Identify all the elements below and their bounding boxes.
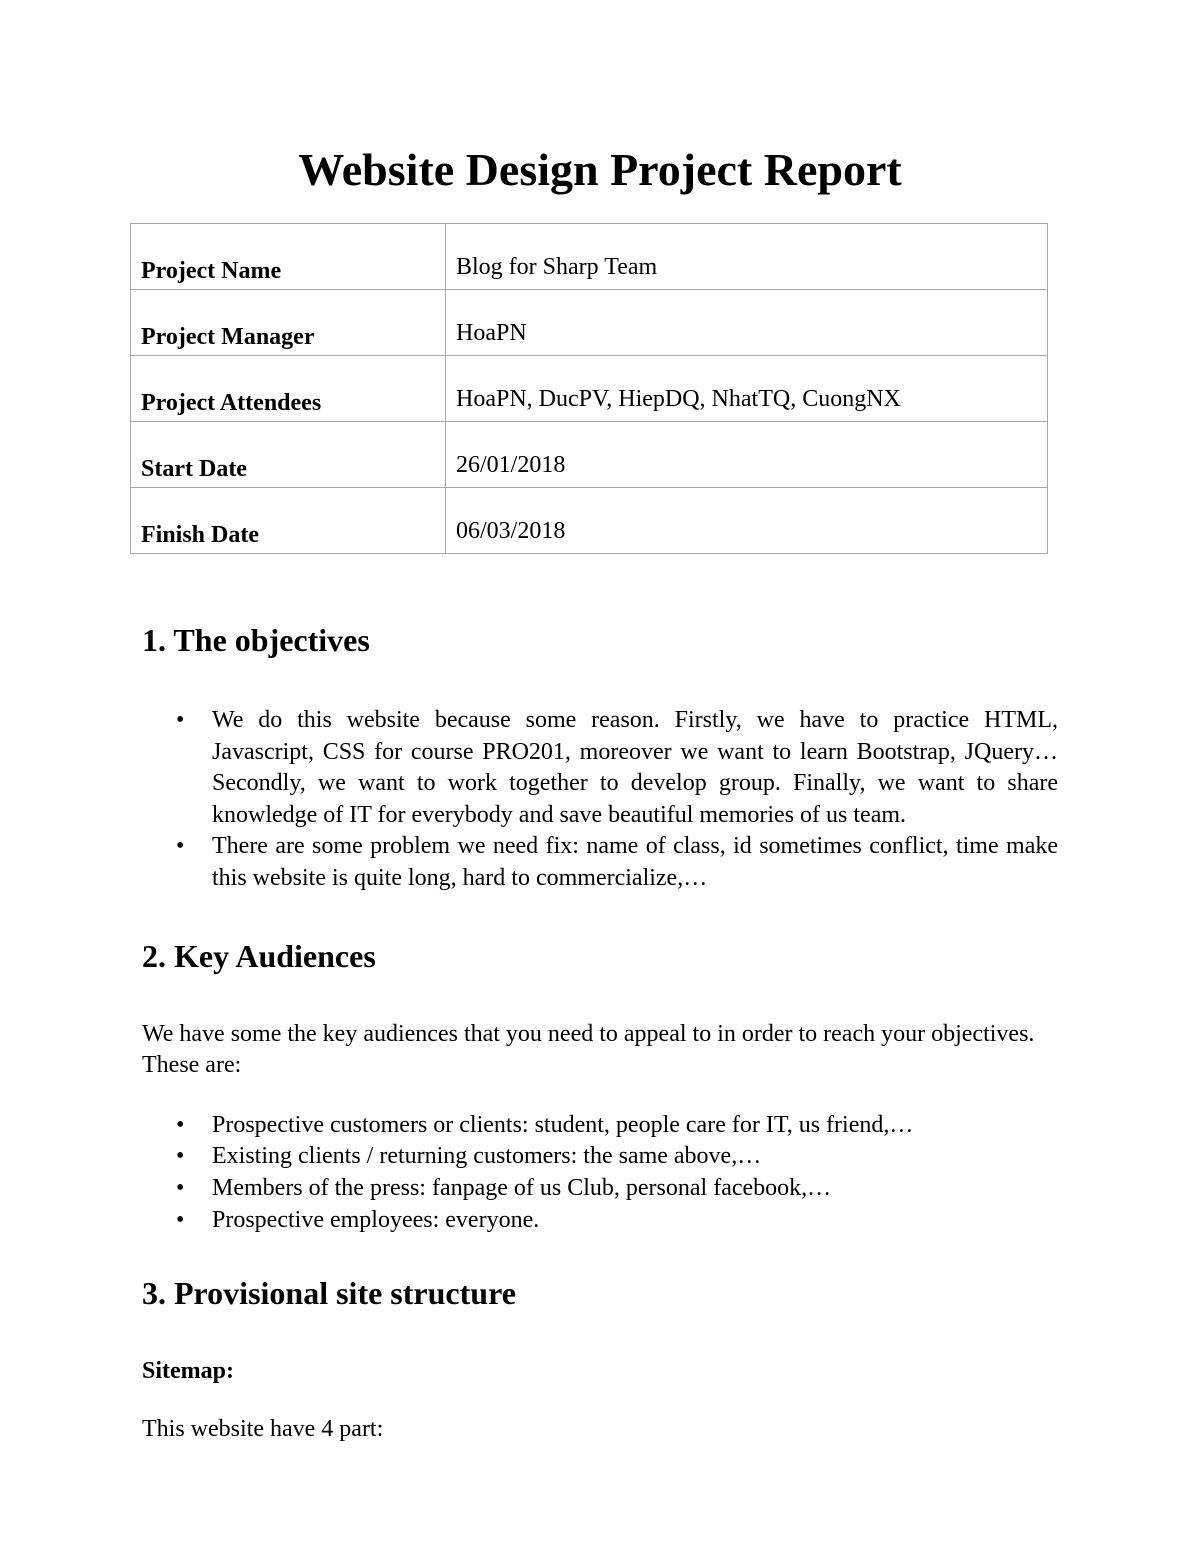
table-row [131, 422, 1048, 488]
document-title: Website Design Project Report [298, 144, 902, 195]
list-item [176, 1110, 1058, 1142]
project-info-table [130, 223, 1048, 554]
list-item-text: Members of the press: fanpage of us Club, personal facebook,… [212, 1174, 832, 1201]
finish-date-label: Finish Date [131, 488, 446, 554]
finish-date-value: 06/03/2018 [446, 488, 1048, 554]
project-manager-value: HoaPN [446, 290, 1048, 356]
project-attendees-label: Project Attendees [131, 356, 446, 422]
bullet-icon: • [176, 1206, 185, 1233]
list-item-text: There are some problem we need fix: name of class, id sometimes conflict, time make this website is quite long, hard to commercialize,… [212, 833, 1058, 891]
project-name-label: Project Name [131, 224, 446, 290]
project-name-value: Blog for Sharp Team [446, 224, 1048, 290]
list-item-text: Existing clients / returning customers: the same above,… [212, 1143, 762, 1170]
list-item-text: We do this website because some reason. Firstly, we have to practice HTML, Javascript, CSS for course PRO201, moreover we want to learn Bootstrap, JQuery… Secondly, we want to work together to develop group. Finally, we want to share knowledge of IT for everybody and save beautiful memories of us team. [212, 707, 1058, 828]
audiences-heading: 2. Key Audiences [142, 937, 376, 974]
start-date-value: 26/01/2018 [446, 422, 1048, 488]
project-manager-label: Project Manager [131, 290, 446, 356]
audiences-list [142, 1110, 1058, 1236]
list-item [176, 1141, 1058, 1173]
structure-heading: 3. Provisional site structure [142, 1275, 516, 1312]
bullet-icon: • [176, 1174, 185, 1201]
bullet-icon: • [176, 1111, 185, 1138]
table-row [131, 488, 1048, 554]
sitemap-label: Sitemap: [142, 1358, 234, 1385]
sitemap-text: This website have 4 part: [142, 1415, 384, 1442]
table-row [131, 356, 1048, 422]
list-item [176, 1205, 1058, 1237]
start-date-label: Start Date [131, 422, 446, 488]
list-item [176, 1173, 1058, 1205]
bullet-icon: • [176, 1143, 185, 1170]
audiences-intro: We have some the key audiences that you need to appeal to in order to reach your objectives. These are: [142, 1020, 1035, 1079]
list-item-text: Prospective customers or clients: student, people care for IT, us friend,… [212, 1111, 914, 1138]
project-attendees-value: HoaPN, DucPV, HiepDQ, NhatTQ, CuongNX [446, 356, 1048, 422]
table-row [131, 224, 1048, 290]
document-body [142, 617, 1058, 1445]
list-item [176, 705, 1058, 831]
objectives-heading: 1. The objectives [142, 622, 370, 658]
bullet-icon: • [176, 707, 185, 733]
objectives-list [142, 705, 1058, 895]
list-item-text: Prospective employees: everyone. [212, 1206, 540, 1233]
table-row [131, 290, 1048, 356]
bullet-icon: • [176, 833, 185, 860]
list-item [176, 831, 1058, 894]
